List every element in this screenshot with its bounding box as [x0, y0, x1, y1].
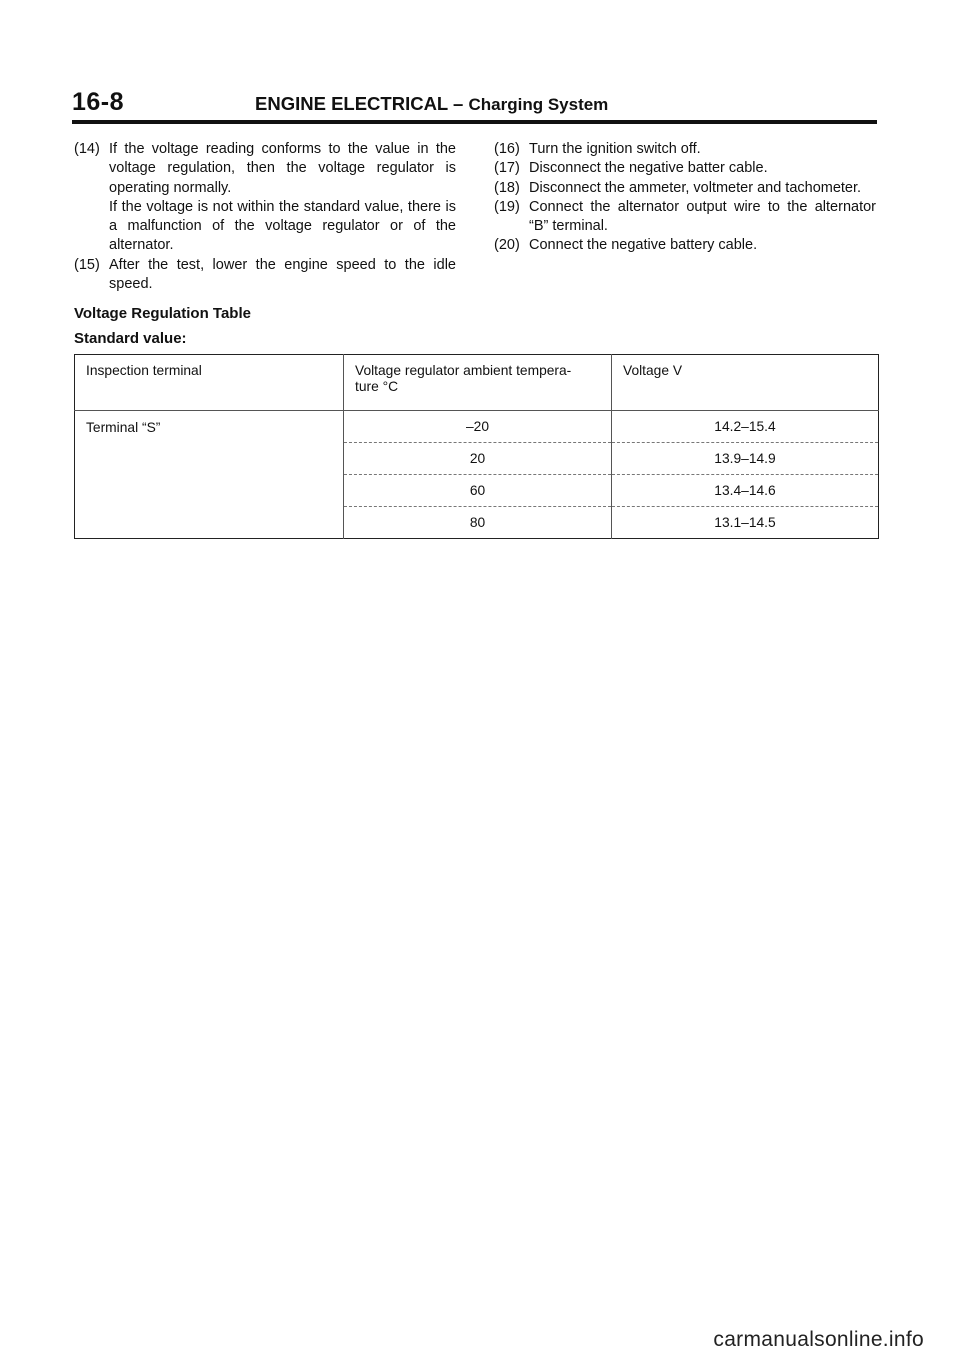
step-item [494, 140, 876, 159]
voltage-cell: 13.1–14.5 [612, 507, 879, 539]
step-item [494, 198, 876, 237]
step-number: (16) [494, 141, 520, 157]
temperature-cell: 80 [344, 507, 612, 539]
step-number: (20) [494, 237, 520, 254]
subsection-name: Charging System [468, 95, 609, 114]
watermark: carmanualsonline.info [713, 1328, 924, 1351]
title-separator: – [453, 93, 464, 114]
step-text: Disconnect the negative batter cable. [529, 160, 768, 177]
step-text: Disconnect the ammeter, voltmeter and tachometer. [529, 179, 862, 196]
temperature-cell: 20 [344, 443, 612, 475]
table-title: Voltage Regulation Table [74, 305, 251, 322]
voltage-regulation-table [74, 354, 879, 539]
page-header [72, 88, 877, 124]
terminal-cell: Terminal “S” [86, 420, 161, 435]
voltage-cell: 13.4–14.6 [612, 475, 879, 507]
standard-value-label: Standard value: [74, 330, 187, 347]
header-voltage: Voltage V [612, 355, 879, 411]
step-text: Connect the alternator output wire to the alternator “B” terminal. [529, 198, 876, 235]
voltage-cell: 13.9–14.9 [612, 443, 879, 475]
header-inspection-terminal: Inspection terminal [75, 355, 344, 411]
right-column-steps [494, 140, 876, 256]
step-text: If the voltage reading conforms to the value in the voltage regulation, then the voltage regulator is operating normally. [109, 141, 456, 196]
table-header-row [75, 355, 879, 411]
left-column-steps [74, 140, 456, 294]
step-number: (19) [494, 198, 520, 215]
step-text: After the test, lower the engine speed to the idle speed. [109, 256, 456, 293]
step-item [74, 256, 456, 295]
header-ambient-temperature: Voltage regulator ambient tempera- ture °C [344, 355, 612, 411]
step-item [494, 179, 876, 198]
step-text: Connect the negative battery cable. [529, 237, 758, 254]
step-text: If the voltage is not within the standard value, there is a malfunction of the voltage regulator or of the alternator. [109, 198, 456, 254]
table-row [75, 411, 879, 443]
page-number: 16-8 [72, 88, 125, 116]
step-number: (18) [494, 179, 520, 196]
step-number: (15) [74, 256, 100, 273]
voltage-cell: 14.2–15.4 [612, 411, 879, 443]
step-number: (14) [74, 141, 100, 157]
step-item [494, 159, 876, 178]
step-text: Turn the ignition switch off. [529, 141, 701, 157]
section-name: ENGINE ELECTRICAL [255, 93, 448, 114]
step-number: (17) [494, 160, 520, 177]
section-title [255, 93, 608, 115]
temperature-cell: 60 [344, 475, 612, 507]
step-item [74, 140, 456, 256]
step-item [494, 236, 876, 255]
temperature-cell: –20 [344, 411, 612, 443]
